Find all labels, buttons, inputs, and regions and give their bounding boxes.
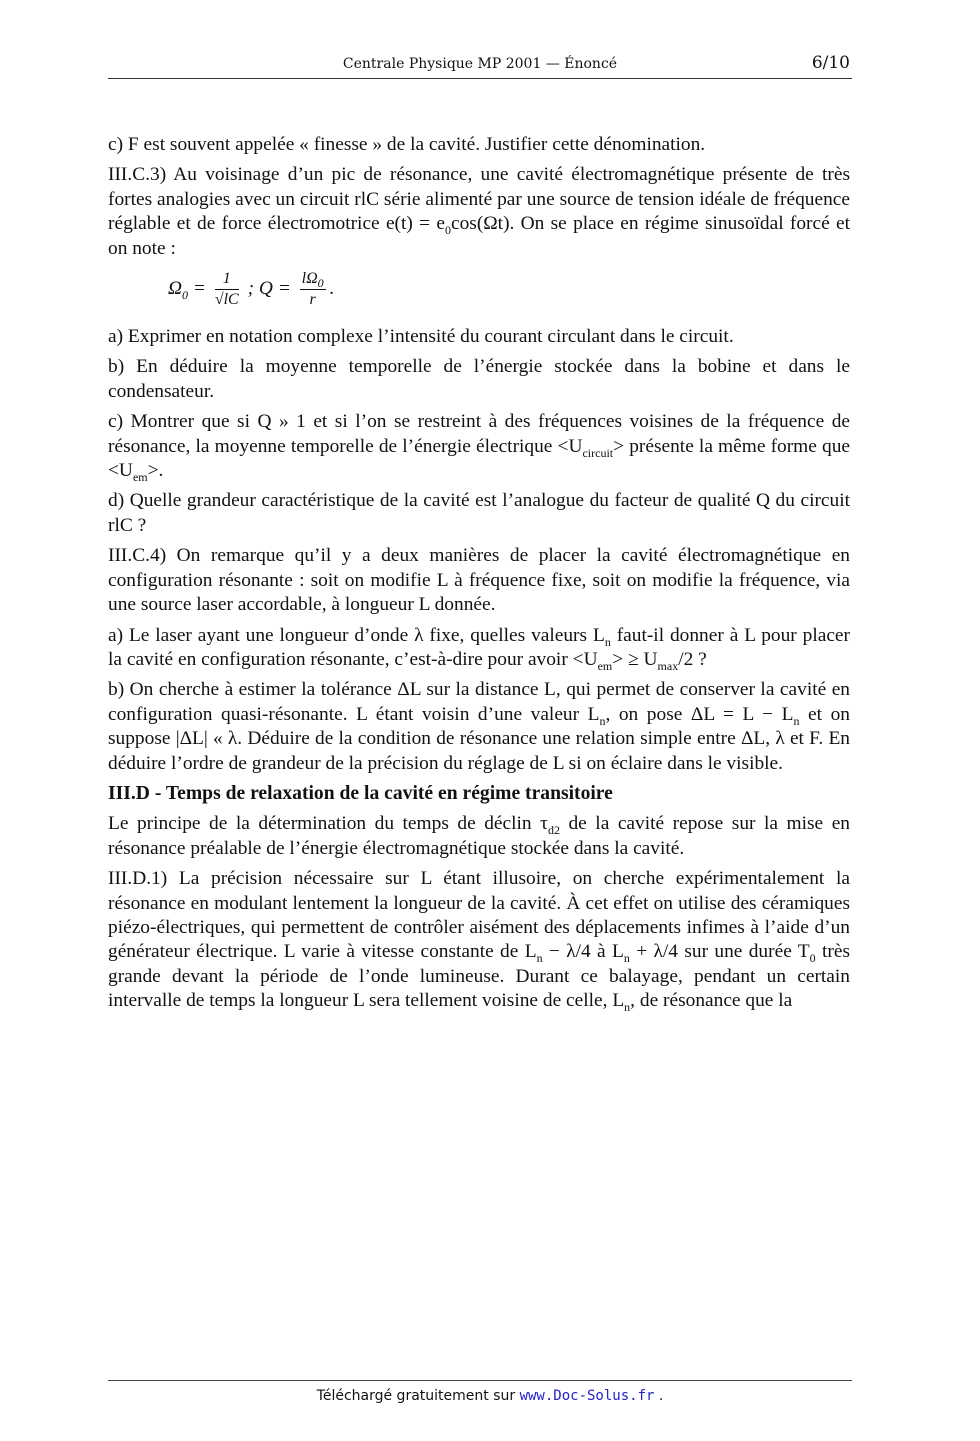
text-span: lΩ xyxy=(301,270,318,288)
subscript: 0 xyxy=(809,951,816,966)
text-span: cos(Ωt). On se place en régime sinusoïdal forcé et on note : xyxy=(108,213,850,259)
paragraph-c-finesse: c) F est souvent appelée « finesse » de la cavité. Justifier cette dénomination. xyxy=(108,134,706,155)
subscript: n xyxy=(604,634,611,649)
paragraph-III-C-3 xyxy=(108,163,850,261)
formula-end: . xyxy=(329,277,335,299)
text-span: III.D.1) La précision nécessaire sur L étant illusoire, on cherche expérimentalement la résonance en modulant lentement la longueur de la cavité. À cet effet on utilise des céramiques piézo-électriques, qui permettent de contrôler aisément des déplacements infimes à l’aide d’un générateur électrique. L varie à vitesse constante de L xyxy=(108,868,850,963)
subscript: d2 xyxy=(547,823,560,838)
fraction-denominator: r xyxy=(309,291,316,309)
footer-link[interactable]: www.Doc-Solus.fr xyxy=(519,1388,655,1404)
paragraph-d-analogue: d) Quelle grandeur caractéristique de la cavité est l’analogue du facteur de qualité Q du circuit rlC ? xyxy=(108,490,850,536)
subscript: n xyxy=(536,951,543,966)
subscript: 0 xyxy=(444,223,451,238)
text-span: très grande devant la période de l’onde lumineuse. Durant ce balayage, pendant un certain intervalle de temps la longueur L sera tellement voisine de celle, L xyxy=(108,941,851,1012)
subscript: n xyxy=(793,713,800,728)
paragraph-III-D-1 xyxy=(108,867,850,1013)
text-span: , on pose ΔL = L − L xyxy=(605,703,794,725)
text-span: et on suppose |ΔL| « λ. Déduire de la condition de résonance une relation simple entre ΔL, λ et F. En déduire l’ordre de grandeur de la précision du réglage de L si on éclaire dans le visible. xyxy=(108,703,850,774)
text-span: b) On cherche à estimer la tolérance ΔL sur la distance L, qui permet de conserver la cavité en configuration quasi-résonante. L étant voisin d’une valeur L xyxy=(108,679,850,725)
formula-omega: Ω xyxy=(168,277,183,299)
text-span: a) Le laser ayant une longueur d’onde λ fixe, quelles valeurs L xyxy=(108,624,605,646)
paragraph-principle xyxy=(108,812,850,861)
section-heading-III-D: III.D - Temps de relaxation de la cavité en régime transitoire xyxy=(108,782,613,804)
paragraph-b-tolerance xyxy=(108,678,850,776)
text-span: Le principe de la détermination du temps de déclin τ xyxy=(108,813,548,835)
subscript: n xyxy=(599,713,606,728)
header-title: Centrale Physique MP 2001 — Énoncé xyxy=(342,56,618,72)
formula-omega-q: $\Omega_0$ = $\frac{1}{√lC}$ ; Q = $\frac{l\Omega_0}{r}$ . xyxy=(168,270,335,309)
text-span: , de résonance que la xyxy=(630,990,793,1012)
subscript: circuit xyxy=(582,445,614,460)
footer-divider xyxy=(108,1380,852,1381)
formula-separator: ; Q = xyxy=(242,277,296,299)
subscript: 0 xyxy=(182,287,189,302)
text-span: faut-il donner à L pour placer la cavité en configuration résonante, c’est-à-dire pour avoir <U xyxy=(108,624,850,670)
footer-end: . xyxy=(654,1388,664,1404)
subscript: max xyxy=(657,658,679,673)
page-header xyxy=(108,52,852,79)
subscript: n xyxy=(623,951,630,966)
subscript: em xyxy=(132,469,148,484)
text-span: III.C.3) Au voisinage d’un pic de résonance, une cavité électromagnétique présente de très fortes analogies avec un circuit rlC série alimenté par une source de tension idéale de fréquence réglable et de force électromotrice e(t) = e xyxy=(108,164,850,235)
text-span: /2 ? xyxy=(678,648,707,670)
fraction-numerator xyxy=(300,269,326,290)
fraction-q xyxy=(300,269,326,310)
text-span: c) Montrer que si Q » 1 et si l’on se restreint à des fréquences voisines de la fréquence de résonance, la moyenne temporelle de l’énergie électrique <U xyxy=(108,411,850,457)
subscript: em xyxy=(597,658,613,673)
paragraph-a-complex: a) Exprimer en notation complexe l’intensité du courant circulant dans le circuit. xyxy=(108,326,734,348)
text-span: >. xyxy=(147,460,164,482)
text-span: de la cavité repose sur la mise en résonance préalable de l’énergie électromagnétique stockée dans la cavité. xyxy=(108,813,850,859)
fraction-denominator: √lC xyxy=(214,291,239,309)
subscript: n xyxy=(624,1000,631,1015)
fraction-omega0 xyxy=(215,269,239,310)
page-number: 6/10 xyxy=(811,53,850,73)
footer-text: Téléchargé gratuitement sur xyxy=(316,1388,520,1404)
paragraph-a-laser xyxy=(108,624,850,673)
page-footer xyxy=(0,1388,980,1404)
fraction-numerator: 1 xyxy=(215,269,239,290)
text-span: + λ/4 sur une durée T xyxy=(629,941,810,963)
text-span: > présente la même forme que <U xyxy=(108,435,850,482)
paragraph-III-C-4: III.C.4) On remarque qu’il y a deux manières de placer la cavité électromagnétique en configuration résonante : soit on modifie L à fréquence fixe, soit on modifie la fréquence, via une source laser accordable, à longueur L donnée. xyxy=(108,545,850,616)
text-span: − λ/4 à L xyxy=(542,941,624,963)
paragraph-c-q-factor xyxy=(108,410,850,483)
text-span: > ≥ U xyxy=(612,648,658,670)
subscript: 0 xyxy=(317,276,324,291)
document-body xyxy=(108,133,850,1020)
paragraph-b-energy: b) En déduire la moyenne temporelle de l’énergie stockée dans la bobine et dans le condensateur. xyxy=(108,356,850,402)
